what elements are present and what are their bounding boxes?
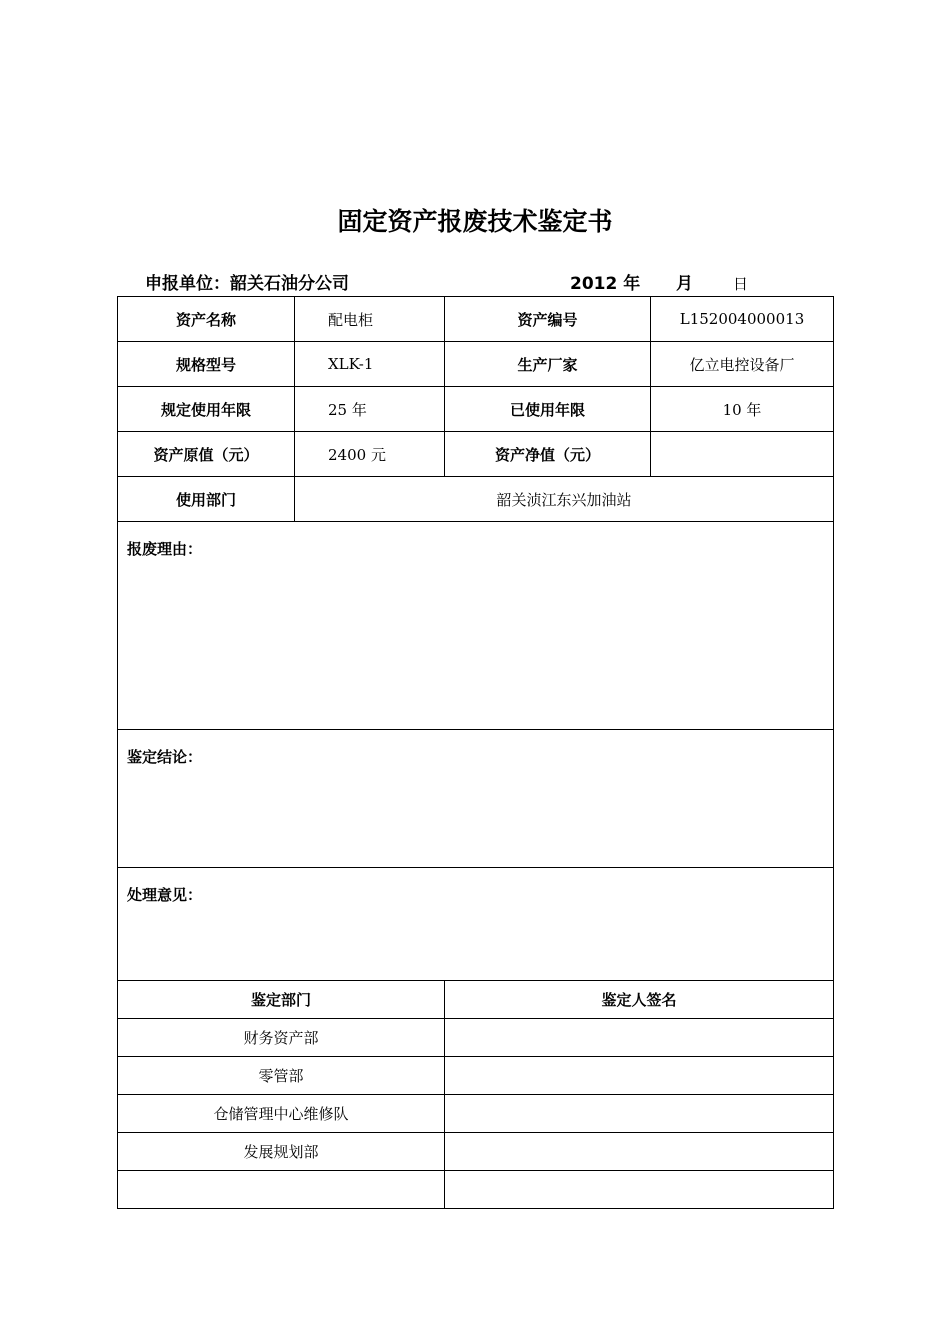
- appraisal-form-table: [117, 296, 834, 1209]
- signoff-signature[interactable]: [445, 1019, 834, 1057]
- document-title: 固定资产报废技术鉴定书: [337, 207, 613, 236]
- row-service-life: [118, 387, 834, 432]
- signoff-dept: 仓储管理中心维修队: [118, 1095, 445, 1133]
- maker-value[interactable]: 亿立电控设备厂: [651, 342, 834, 387]
- maker-label: 生产厂家: [445, 342, 651, 387]
- department-value[interactable]: 韶关浈江东兴加油站: [295, 477, 834, 522]
- signoff-row: [118, 1095, 834, 1133]
- row-model: [118, 342, 834, 387]
- original-value-label: 资产原值（元）: [118, 432, 295, 477]
- row-asset-name: [118, 297, 834, 342]
- years-used-value[interactable]: 10 年: [651, 387, 834, 432]
- model-label: 规格型号: [118, 342, 295, 387]
- original-value-value[interactable]: 2400 元: [295, 432, 445, 477]
- report-month: 月: [676, 274, 693, 294]
- service-life-label: 规定使用年限: [118, 387, 295, 432]
- signoff-signature[interactable]: [445, 1057, 834, 1095]
- appraisal-conclusion-field[interactable]: 鉴定结论：: [118, 730, 834, 868]
- signoff-dept: 财务资产部: [118, 1019, 445, 1057]
- asset-name-label: 资产名称: [118, 297, 295, 342]
- department-label: 使用部门: [118, 477, 295, 522]
- report-day: 日: [733, 275, 749, 293]
- row-opinion: [118, 868, 834, 981]
- row-department: [118, 477, 834, 522]
- signoff-row: [118, 1133, 834, 1171]
- signer-header: 鉴定人签名: [445, 981, 834, 1019]
- signoff-row: [118, 1057, 834, 1095]
- row-reason: [118, 522, 834, 730]
- net-value-value[interactable]: [651, 432, 834, 477]
- scrap-reason-field[interactable]: 报废理由：: [118, 522, 834, 730]
- signoff-row: [118, 1171, 834, 1209]
- signoff-dept[interactable]: [118, 1171, 445, 1209]
- net-value-label: 资产净值（元）: [445, 432, 651, 477]
- model-value[interactable]: XLK-1: [295, 342, 445, 387]
- row-value: [118, 432, 834, 477]
- years-used-label: 已使用年限: [445, 387, 651, 432]
- reporting-unit: 申报单位：韶关石油分公司: [145, 274, 349, 294]
- signoff-row: [118, 1019, 834, 1057]
- report-header: [145, 270, 845, 298]
- asset-number-label: 资产编号: [445, 297, 651, 342]
- row-conclusion: [118, 730, 834, 868]
- handling-opinion-field[interactable]: 处理意见：: [118, 868, 834, 981]
- appraisal-dept-header: 鉴定部门: [118, 981, 445, 1019]
- signoff-header-row: [118, 981, 834, 1019]
- service-life-value[interactable]: 25 年: [295, 387, 445, 432]
- asset-name-value[interactable]: 配电柜: [295, 297, 445, 342]
- asset-number-value[interactable]: L152004000013: [651, 297, 834, 342]
- report-year: 2012 年: [570, 274, 641, 294]
- signoff-signature[interactable]: [445, 1171, 834, 1209]
- signoff-dept: 零管部: [118, 1057, 445, 1095]
- signoff-dept: 发展规划部: [118, 1133, 445, 1171]
- signoff-signature[interactable]: [445, 1095, 834, 1133]
- signoff-signature[interactable]: [445, 1133, 834, 1171]
